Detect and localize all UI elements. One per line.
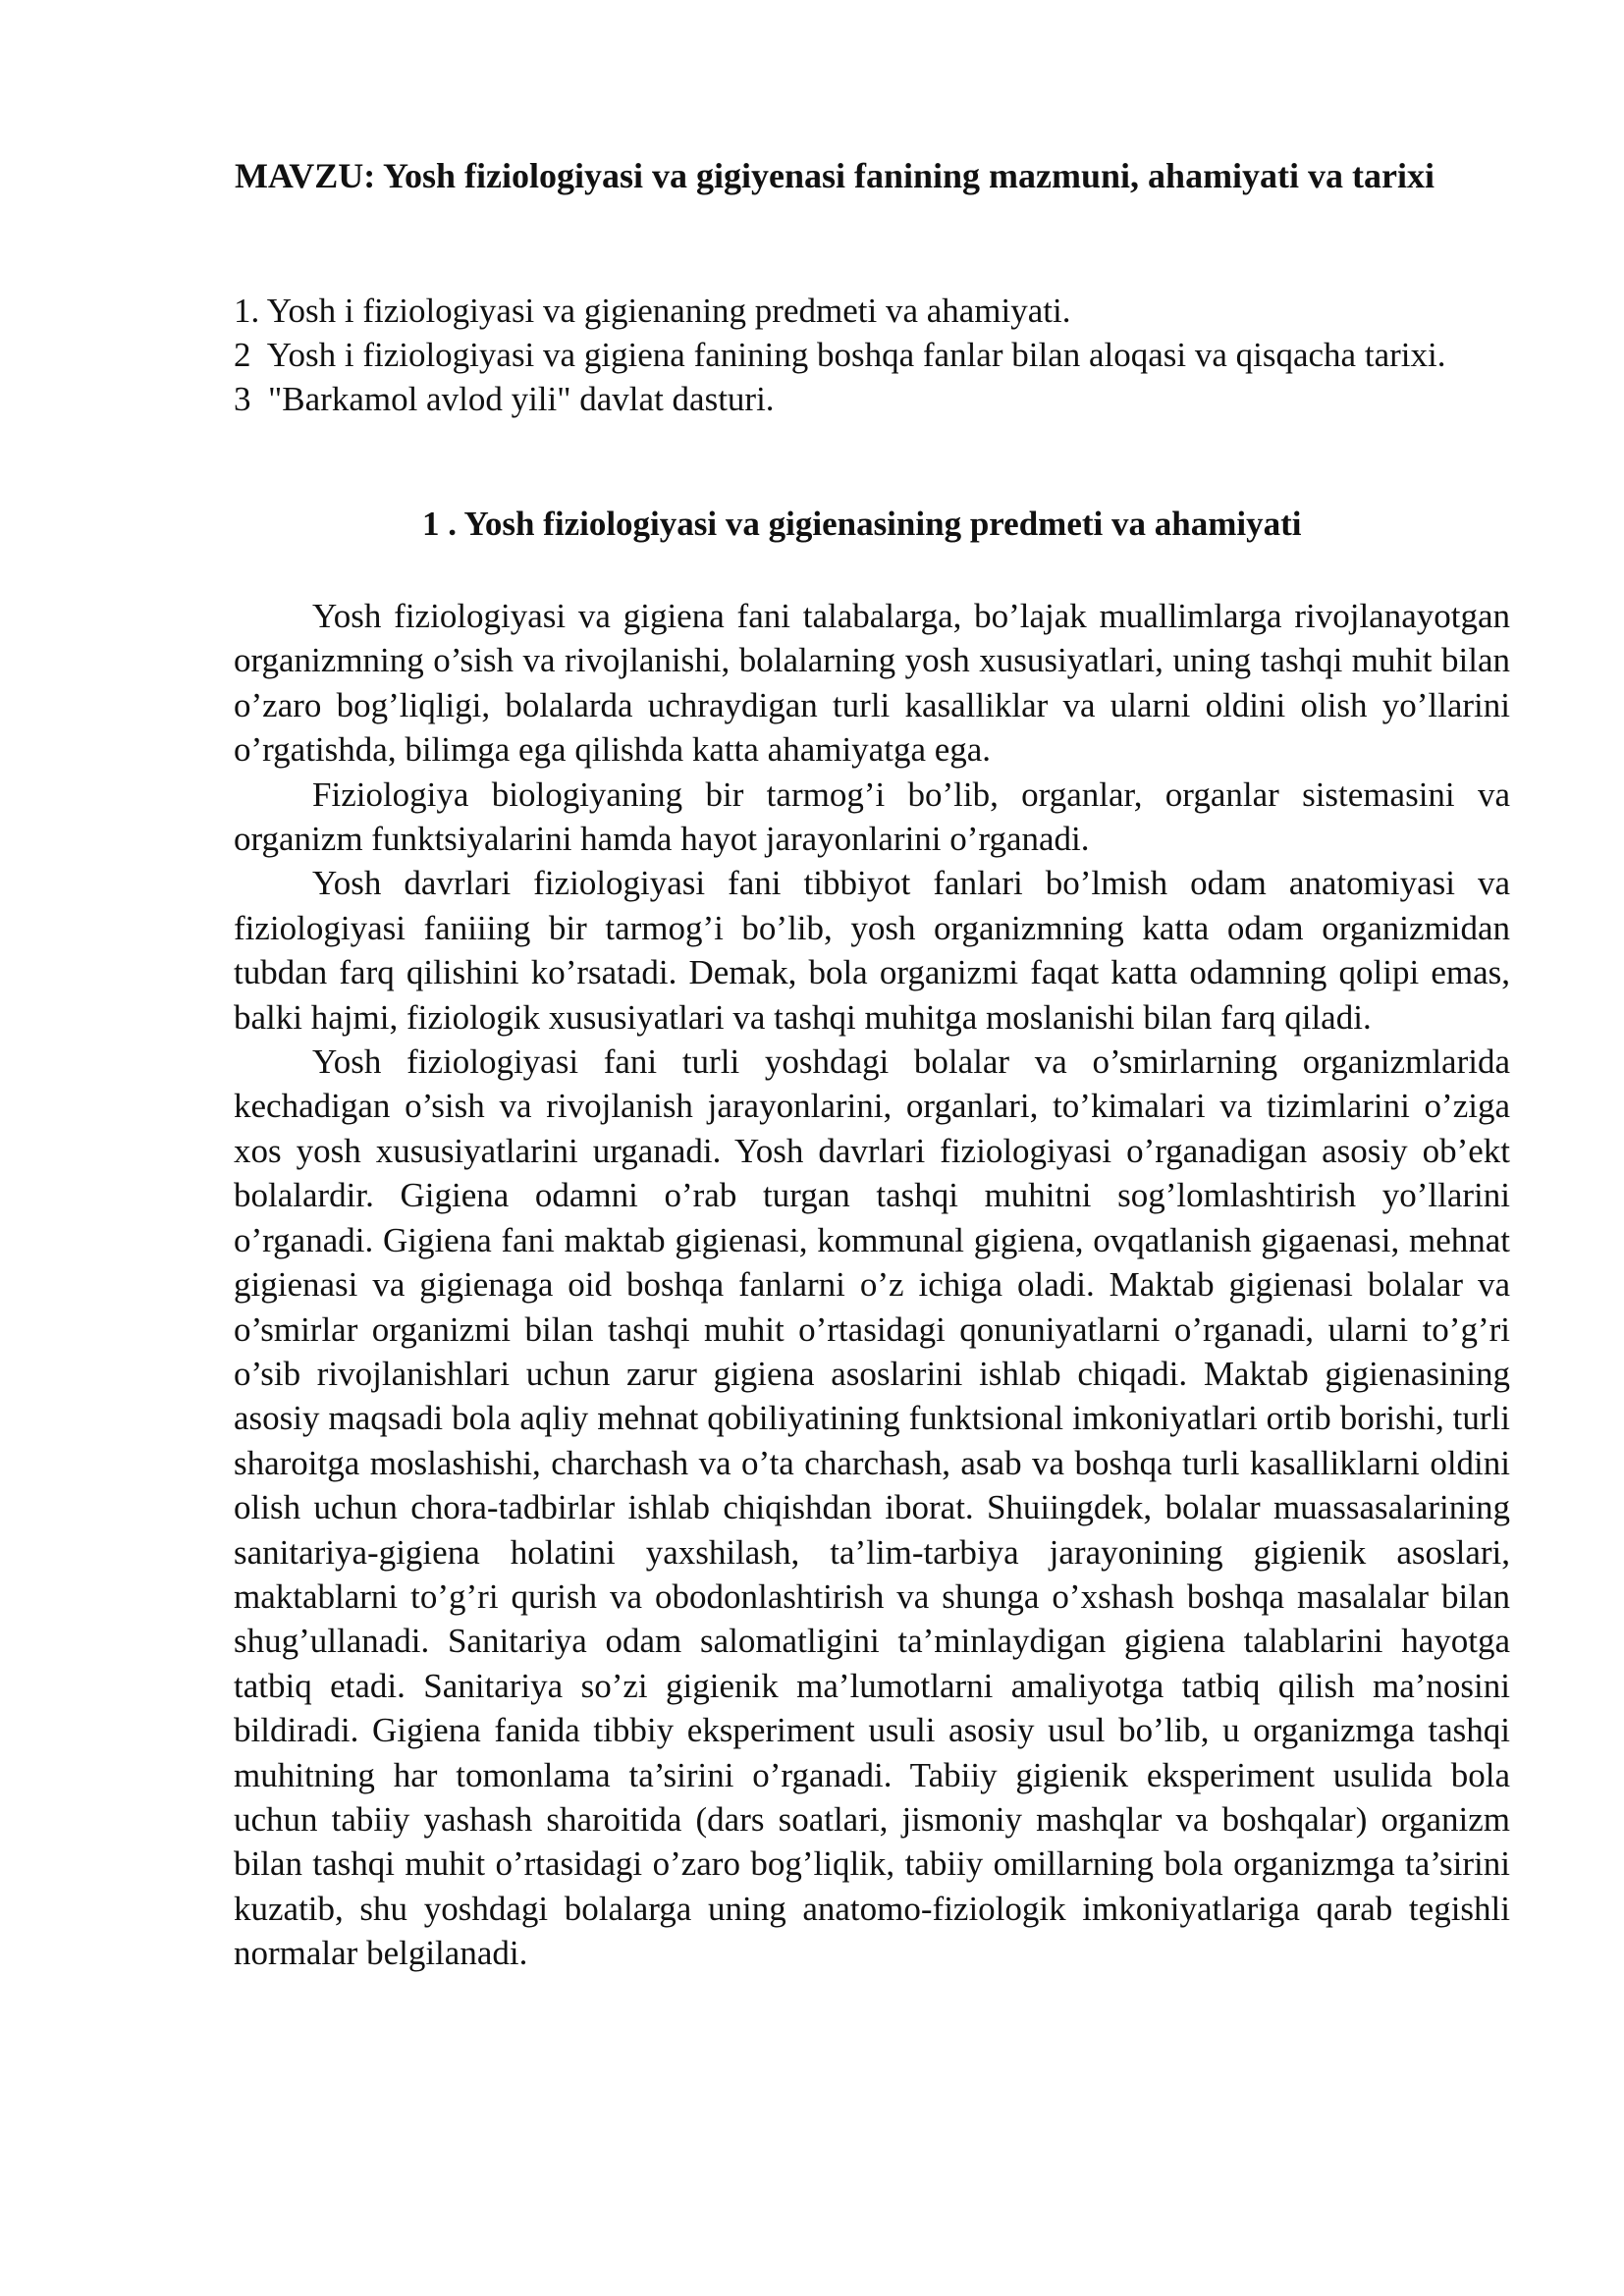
body-text	[234, 594, 1510, 1976]
paragraph: Yosh fiziologiyasi fani turli yoshdagi bolalar va o’smirlarning organizmlarida kechadigan o’sish va rivojlanish jarayonlarini, organlari, to’kimalari va tizimlarini o’ziga xos yosh xususiyatlarini urganadi. Yosh davrlari fiziologiyasi o’rganadigan asosiy ob’ekt bolalardir. Gigiena odamni o’rab turgan tashqi muhitni sog’lomlashtirish yo’llarini o’rganadi. Gigiena fani maktab gigienasi, kommunal gigiena, ovqatlanish gigaenasi, mehnat gigienasi va gigienaga oid boshqa fanlarni o’z ichiga oladi. Maktab gigienasi bolalar va o’smirlar organizmi bilan tashqi muhit o’rtasidagi qonuniyatlarni o’rganadi, ularni to’g’ri o’sib rivojlanishlari uchun zarur gigiena asoslarini ishlab chiqadi. Maktab gigienasining asosiy maqsadi bola aqliy mehnat qobiliyatining funktsional imkoniyatlari ortib borishi, turli sharoitga moslashishi, charchash va o’ta charchash, asab va boshqa turli kasalliklarni oldini olish uchun chora-tadbirlar ishlab chiqishdan iborat. Shuiingdek, bolalar muassasalarining sanitariya-gigiena holatini yaxshilash, ta’lim-tarbiya jarayonining gigienik asoslari, maktablarni to’g’ri qurish va obodonlashtirish va shunga o’xshash boshqa masalalar bilan shug’ullanadi. Sanitariya odam salomatligini ta’minlaydigan gigiena talablarini hayotga tatbiq etadi. Sanitariya so’zi gigienik ma’lumotlarni amaliyotga tatbiq qilish ma’nosini bildiradi. Gigiena fanida tibbiy eksperiment usuli asosiy usul bo’lib, u organizmga tashqi muhitning har tomonlama ta’sirini o’rganadi. Tabiiy gigienik eksperiment usulida bola uchun tabiiy yashash sharoitida (dars soatlari, jismoniy mashqlar va boshqalar) organizm bilan tashqi muhit o’rtasidagi o’zaro bog’liqlik, tabiiy omillarning bola organizmga ta’sirini kuzatib, shu yoshdagi bolalarga uning anatomo-fiziologik imkoniyatlariga qarab tegishli normalar belgilanadi.	[234, 1042, 1510, 1973]
outline-item: 2 Yosh i fiziologiyasi va gigiena fanining boshqa fanlar bilan aloqasi va qisqacha tarixi.	[234, 336, 1446, 374]
outline-item: 1. Yosh i fiziologiyasi va gigienaning predmeti va ahamiyati.	[234, 292, 1071, 330]
paragraph: Yosh fiziologiyasi va gigiena fani talabalarga, bo’lajak muallimlarga rivojlanayotgan organizmning o’sish va rivojlanishi, bolalarning yosh xususiyatlari, uning tashqi muhit bilan o’zaro bog’liqligi, bolalarda uchraydigan turli kasalliklar va ularni oldini olish yo’llarini o’rgatishda, bilimga ega qilishda katta ahamiyatga ega.	[234, 597, 1510, 770]
paragraph: Fiziologiya biologiyaning bir tarmog’i bo’lib, organlar, organlar sistemasini va organizm funktsiyalarini hamda hayot jarayonlarini o’rganadi.	[234, 774, 1510, 859]
paragraph: Yosh davrlari fiziologiyasi fani tibbiyot fanlari bo’lmish odam anatomiyasi va fiziologiyasi faniiing bir tarmog’i bo’lib, yosh organizmning katta odam organizmidan tubdan farq qilishini ko’rsatadi. Demak, bola organizmi faqat katta odamning qolipi emas, balki hajmi, fiziologik xususiyatlari va tashqi muhitga moslanishi bilan farq qiladi.	[234, 864, 1510, 1037]
section-heading: 1 . Yosh fiziologiyasi va gigienasining predmeti va ahamiyati	[422, 505, 1302, 543]
outline-item: 3 "Barkamol avlod yili" davlat dasturi.	[234, 380, 775, 418]
document-title: MAVZU: Yosh fiziologiyasi va gigiyenasi fanining mazmuni, ahamiyati va tarixi	[234, 156, 1435, 195]
topic-outline	[234, 289, 1510, 421]
